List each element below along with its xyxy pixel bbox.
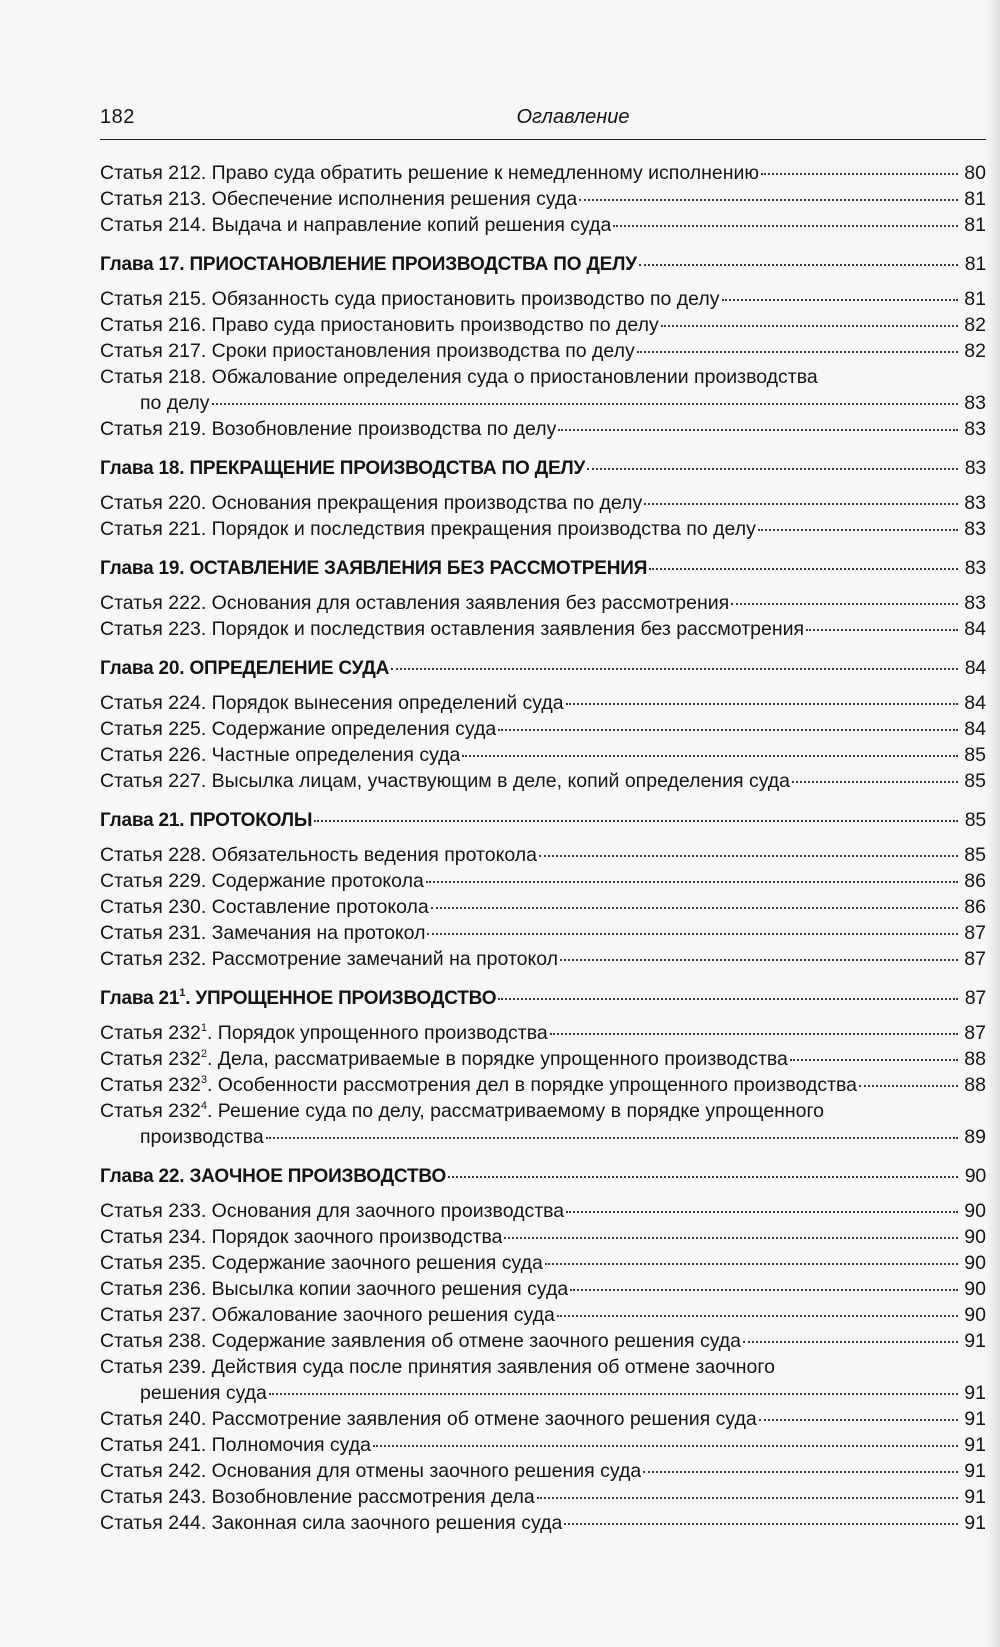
article-title: Особенности рассмотрения дел в порядке упрощенного производства — [217, 1074, 858, 1096]
dot-leader — [498, 992, 958, 1000]
dot-leader — [758, 523, 958, 531]
chapter-title: ПРЕКРАЩЕНИЕ ПРОИЗВОДСТВА ПО ДЕЛУ — [189, 458, 586, 479]
page-ref: 83 — [964, 518, 986, 540]
toc-title — [100, 1098, 824, 1124]
article-number: Статья 244. — [100, 1512, 207, 1534]
page-ref: 90 — [964, 1278, 986, 1300]
toc-title — [100, 456, 585, 481]
page-ref: 84 — [964, 618, 986, 640]
page-ref: 88 — [964, 1048, 986, 1070]
article-number: Статья 237. — [100, 1304, 207, 1326]
article-number: Статья 225. — [100, 718, 207, 740]
chapter-title: ОСТАВЛЕНИЕ ЗАЯВЛЕНИЯ БЕЗ РАССМОТРЕНИЯ — [189, 558, 648, 579]
dot-leader — [566, 697, 958, 705]
article-title: Порядок и последствия оставления заявления без рассмотрения — [211, 618, 805, 640]
page-ref: 81 — [964, 253, 986, 275]
article-number: Статья 224. — [100, 692, 207, 714]
article-title: Выдача и направление копий решения суда — [211, 214, 612, 236]
toc-chapter-row[interactable] — [100, 807, 986, 833]
toc-entry-row[interactable] — [100, 186, 986, 212]
chapter-title: ЗАОЧНОЕ ПРОИЗВОДСТВО — [189, 1166, 447, 1187]
toc-entry-row[interactable] — [100, 1354, 986, 1380]
article-title: Порядок заочного производства — [211, 1226, 503, 1248]
toc-entry-row[interactable] — [100, 416, 986, 442]
toc-entry-row[interactable] — [100, 1198, 986, 1224]
toc-title — [100, 946, 558, 972]
article-title: Порядок вынесения определений суда — [211, 692, 564, 714]
page-ref: 83 — [964, 457, 986, 479]
chapter-number: Глава 20. — [100, 658, 185, 679]
article-title: Обязанность суда приостановить производство по делу — [211, 288, 720, 310]
article-number: Статья 213. — [100, 188, 207, 210]
toc-entry-row[interactable] — [100, 1020, 986, 1046]
article-number: Статья 216. — [100, 314, 207, 336]
toc-title — [140, 1380, 267, 1406]
toc-entry-row[interactable] — [100, 920, 986, 946]
dot-leader — [448, 1170, 958, 1178]
toc-entry-row[interactable] — [100, 590, 986, 616]
page-ref: 84 — [964, 657, 986, 679]
article-title: Возобновление рассмотрения дела — [211, 1486, 535, 1508]
toc-chapter-row[interactable] — [100, 555, 986, 581]
toc-title — [100, 1164, 446, 1189]
article-number: Статья 234. — [100, 1226, 207, 1248]
toc-title — [100, 894, 429, 920]
page-ref: 85 — [964, 844, 986, 866]
article-number: Статья 220. — [100, 492, 207, 514]
article-number: Статья 212. — [100, 162, 207, 184]
toc-entry-row[interactable] — [100, 160, 986, 186]
number-superscript: 1 — [179, 986, 186, 999]
article-number: Статья 243. — [100, 1486, 207, 1508]
page-ref: 86 — [964, 896, 986, 918]
page-ref: 85 — [964, 744, 986, 766]
toc-title — [100, 1250, 543, 1276]
page-ref: 89 — [964, 1126, 986, 1148]
article-number: Статья 233. — [100, 1200, 207, 1222]
page-ref: 90 — [964, 1200, 986, 1222]
toc-title — [100, 364, 818, 390]
chapter-number: Глава 17. — [100, 254, 185, 275]
article-title: Рассмотрение заявления об отмене заочного решения суда — [211, 1408, 757, 1430]
article-title: Высылка копии заочного решения суда — [211, 1278, 569, 1300]
article-number: Статья 231. — [100, 922, 207, 944]
article-title: Основания для заочного производства — [211, 1200, 565, 1222]
dot-leader — [431, 901, 958, 909]
page-ref: 90 — [964, 1226, 986, 1248]
dot-leader — [722, 293, 959, 301]
toc-title — [100, 1354, 775, 1380]
toc-title — [100, 1510, 562, 1536]
toc-title — [100, 986, 496, 1011]
dot-leader — [759, 1413, 958, 1421]
number-suffix: . — [185, 988, 191, 1009]
dot-leader — [537, 1491, 958, 1499]
article-number: Статья 226. — [100, 744, 207, 766]
article-title: Содержание протокола — [211, 870, 424, 892]
chapter-title: ПРОТОКОЛЫ — [189, 810, 313, 831]
page-ref: 83 — [964, 557, 986, 579]
toc-entry-row[interactable] — [100, 1276, 986, 1302]
toc-entry-row[interactable] — [100, 616, 986, 642]
article-title: Основания для отмены заочного решения суда — [211, 1460, 642, 1482]
chapter-number: Глава 21 — [100, 988, 180, 1009]
dot-leader — [557, 1309, 958, 1317]
page-ref: 91 — [964, 1330, 986, 1352]
article-number: Статья 232 — [100, 1048, 201, 1070]
dot-leader — [743, 1335, 958, 1343]
article-number: Статья 219. — [100, 418, 207, 440]
article-title: Обязательность ведения протокола — [211, 844, 537, 866]
dot-leader — [212, 397, 958, 405]
toc-title — [100, 186, 577, 212]
page-ref: 81 — [964, 288, 986, 310]
article-title: Частные определения суда — [211, 744, 461, 766]
toc-title — [100, 416, 556, 442]
article-title: Порядок упрощенного производства — [217, 1022, 548, 1044]
page-ref: 85 — [964, 809, 986, 831]
dot-leader — [792, 775, 958, 783]
dot-leader — [504, 1231, 958, 1239]
article-number: Статья 230. — [100, 896, 207, 918]
toc-title — [100, 1276, 568, 1302]
toc-entry-row[interactable] — [100, 842, 986, 868]
article-title: Право суда приостановить производство по делу — [211, 314, 659, 336]
article-title: Обжалование определения суда о приостановлении производства — [211, 366, 818, 388]
toc-entry-row[interactable] — [100, 894, 986, 920]
toc-entry-row[interactable] — [100, 338, 986, 364]
toc-title — [100, 920, 425, 946]
toc-title — [100, 690, 564, 716]
toc-entry-row[interactable] — [100, 1250, 986, 1276]
page-ref: 81 — [964, 188, 986, 210]
page-ref: 83 — [964, 418, 986, 440]
toc-title — [100, 742, 460, 768]
toc-title — [100, 1458, 641, 1484]
page-ref: 83 — [964, 592, 986, 614]
article-title: Полномочия суда — [211, 1434, 372, 1456]
toc-entry-row[interactable] — [100, 516, 986, 542]
toc-title — [100, 490, 642, 516]
toc-entry-row[interactable] — [100, 1406, 986, 1432]
toc-entry-row[interactable] — [100, 286, 986, 312]
dot-leader — [391, 662, 958, 670]
table-of-contents — [100, 160, 986, 1536]
dot-leader — [570, 1283, 958, 1291]
toc-entry-row[interactable] — [100, 1046, 986, 1072]
article-title: Содержание заочного решения суда — [211, 1252, 543, 1274]
article-number: Статья 239. — [100, 1356, 207, 1378]
dot-leader — [613, 219, 958, 227]
toc-entry-row[interactable] — [100, 716, 986, 742]
dot-leader — [859, 1079, 958, 1087]
toc-title — [100, 868, 424, 894]
article-number: Статья 227. — [100, 770, 207, 792]
dot-leader — [761, 167, 958, 175]
article-number: Статья 223. — [100, 618, 207, 640]
toc-chapter-row[interactable] — [100, 655, 986, 681]
chapter-title: ОПРЕДЕЛЕНИЕ СУДА — [189, 658, 390, 679]
toc-title — [100, 160, 759, 186]
dot-leader — [498, 723, 958, 731]
toc-entry-row[interactable] — [100, 1458, 986, 1484]
page-ref: 81 — [964, 214, 986, 236]
page-ref: 90 — [964, 1165, 986, 1187]
toc-continuation-row[interactable] — [100, 390, 986, 416]
article-number: Статья 222. — [100, 592, 207, 614]
toc-title — [140, 390, 210, 416]
page-ref: 87 — [964, 1022, 986, 1044]
toc-entry-row[interactable] — [100, 1432, 986, 1458]
article-title: Рассмотрение замечаний на протокол — [211, 948, 559, 970]
header-rule — [100, 139, 986, 140]
toc-title — [100, 842, 537, 868]
toc-title — [100, 1432, 371, 1458]
toc-title — [100, 1302, 555, 1328]
dot-leader — [790, 1053, 958, 1061]
article-number: Статья 242. — [100, 1460, 207, 1482]
toc-entry-row[interactable] — [100, 742, 986, 768]
dot-leader — [649, 562, 958, 570]
dot-leader — [269, 1387, 958, 1395]
toc-entry-row[interactable] — [100, 1072, 986, 1098]
number-suffix: . — [206, 1048, 213, 1070]
article-number: Статья 238. — [100, 1330, 207, 1352]
article-title: Обжалование заочного решения суда — [211, 1304, 555, 1326]
page-ref: 87 — [964, 948, 986, 970]
article-number: Статья 214. — [100, 214, 207, 236]
chapter-title: УПРОЩЕННОЕ ПРОИЗВОДСТВО — [195, 988, 497, 1009]
dot-leader — [587, 462, 958, 470]
article-title: Законная сила заочного решения суда — [211, 1512, 563, 1534]
page-ref: 80 — [964, 162, 986, 184]
page-ref: 86 — [964, 870, 986, 892]
page-ref: 87 — [964, 987, 986, 1009]
number-suffix: . — [206, 1022, 213, 1044]
toc-chapter-row[interactable] — [100, 251, 986, 277]
article-number: Статья 232. — [100, 948, 207, 970]
dot-leader — [806, 623, 958, 631]
article-title-continuation: решения суда — [140, 1382, 267, 1404]
article-title: Обеспечение исполнения решения суда — [211, 188, 578, 210]
page-ref: 87 — [964, 922, 986, 944]
article-title: Замечания на протокол — [211, 922, 426, 944]
chapter-number: Глава 22. — [100, 1166, 185, 1187]
article-number: Статья 228. — [100, 844, 207, 866]
article-number: Статья 232 — [100, 1022, 201, 1044]
toc-title — [100, 1072, 857, 1098]
toc-title — [100, 808, 312, 833]
dot-leader — [637, 345, 958, 353]
dot-leader — [639, 258, 958, 266]
article-number: Статья 217. — [100, 340, 207, 362]
toc-title — [100, 556, 647, 581]
toc-title — [100, 1020, 548, 1046]
dot-leader — [462, 749, 958, 757]
toc-title — [100, 1046, 788, 1072]
article-title: Основания для оставления заявления без рассмотрения — [211, 592, 730, 614]
toc-entry-row[interactable] — [100, 364, 986, 390]
page-ref: 91 — [964, 1486, 986, 1508]
dot-leader — [560, 953, 958, 961]
page-ref: 91 — [964, 1512, 986, 1534]
number-superscript: 3 — [200, 1073, 207, 1086]
toc-title — [100, 312, 659, 338]
toc-title — [100, 768, 790, 794]
dot-leader — [558, 423, 958, 431]
article-title: Дела, рассматриваемые в порядке упрощенного производства — [217, 1048, 788, 1070]
chapter-number: Глава 19. — [100, 558, 185, 579]
article-title: Порядок и последствия прекращения производства по делу — [211, 518, 756, 540]
dot-leader — [644, 497, 958, 505]
toc-entry-row[interactable] — [100, 946, 986, 972]
article-title: Основания прекращения производства по делу — [211, 492, 643, 514]
page-edge-shadow — [986, 0, 1000, 1647]
toc-entry-row[interactable] — [100, 212, 986, 238]
dot-leader — [266, 1131, 958, 1139]
article-title: Сроки приостановления производства по делу — [211, 340, 635, 362]
dot-leader — [661, 319, 958, 327]
article-number: Статья 232 — [100, 1100, 201, 1122]
running-title: Оглавление — [516, 106, 630, 128]
number-superscript: 4 — [200, 1099, 207, 1112]
article-number: Статья 240. — [100, 1408, 207, 1430]
toc-title — [140, 1124, 264, 1150]
toc-title — [100, 616, 804, 642]
article-title: Содержание заявления об отмене заочного решения суда — [211, 1330, 742, 1352]
article-number: Статья 218. — [100, 366, 207, 388]
toc-title — [100, 1328, 741, 1354]
chapter-number: Глава 18. — [100, 458, 185, 479]
article-title: Высылка лицам, участвующим в деле, копий определения суда — [211, 770, 791, 792]
dot-leader — [427, 927, 958, 935]
page-number: 182 — [100, 106, 135, 128]
article-title: Содержание определения суда — [211, 718, 497, 740]
page-ref: 85 — [964, 770, 986, 792]
dot-leader — [426, 875, 958, 883]
toc-title — [100, 1484, 535, 1510]
toc-title — [100, 252, 637, 277]
article-number: Статья 236. — [100, 1278, 207, 1300]
article-number: Статья 235. — [100, 1252, 207, 1274]
dot-leader — [566, 1205, 958, 1213]
dot-leader — [579, 193, 958, 201]
toc-title — [100, 516, 756, 542]
page-ref: 91 — [964, 1382, 986, 1404]
dot-leader — [564, 1517, 958, 1525]
article-title: Составление протокола — [211, 896, 429, 918]
toc-entry-row[interactable] — [100, 1302, 986, 1328]
toc-entry-row[interactable] — [100, 490, 986, 516]
toc-entry-row[interactable] — [100, 768, 986, 794]
number-suffix: . — [206, 1100, 213, 1122]
toc-chapter-row[interactable] — [100, 1163, 986, 1189]
chapter-number: Глава 21. — [100, 810, 185, 831]
dot-leader — [545, 1257, 958, 1265]
dot-leader — [550, 1027, 958, 1035]
toc-entry-row[interactable] — [100, 312, 986, 338]
toc-continuation-row[interactable] — [100, 1380, 986, 1406]
article-title: Возобновление производства по делу — [211, 418, 557, 440]
page-header — [100, 106, 986, 136]
toc-chapter-row[interactable] — [100, 455, 986, 481]
article-number: Статья 215. — [100, 288, 207, 310]
toc-continuation-row[interactable] — [100, 1124, 986, 1150]
toc-title — [100, 656, 389, 681]
page-ref: 91 — [964, 1408, 986, 1430]
article-title: Действия суда после принятия заявления об отмене заочного — [211, 1356, 775, 1378]
toc-entry-row[interactable] — [100, 1098, 986, 1124]
toc-entry-row[interactable] — [100, 1328, 986, 1354]
page-ref: 82 — [964, 340, 986, 362]
toc-entry-row[interactable] — [100, 690, 986, 716]
article-number: Статья 229. — [100, 870, 207, 892]
page-ref: 88 — [964, 1074, 986, 1096]
number-superscript: 1 — [200, 1021, 207, 1034]
toc-entry-row[interactable] — [100, 868, 986, 894]
dot-leader — [643, 1465, 958, 1473]
chapter-title: ПРИОСТАНОВЛЕНИЕ ПРОИЗВОДСТВА ПО ДЕЛУ — [189, 254, 637, 275]
toc-entry-row[interactable] — [100, 1484, 986, 1510]
toc-entry-row[interactable] — [100, 1510, 986, 1536]
dot-leader — [539, 849, 958, 857]
number-suffix: . — [206, 1074, 213, 1096]
page-ref: 84 — [964, 718, 986, 740]
page-ref: 84 — [964, 692, 986, 714]
page-ref: 83 — [964, 392, 986, 414]
toc-entry-row[interactable] — [100, 1224, 986, 1250]
toc-title — [100, 286, 720, 312]
article-title-continuation: производства — [140, 1126, 264, 1148]
toc-title — [100, 338, 635, 364]
article-number: Статья 232 — [100, 1074, 201, 1096]
number-superscript: 2 — [200, 1047, 207, 1060]
toc-title — [100, 1406, 757, 1432]
dot-leader — [314, 814, 958, 822]
toc-title — [100, 716, 496, 742]
page-ref: 83 — [964, 492, 986, 514]
toc-title — [100, 1224, 502, 1250]
toc-title — [100, 212, 611, 238]
toc-title — [100, 1198, 564, 1224]
page-ref: 91 — [964, 1434, 986, 1456]
article-number: Статья 241. — [100, 1434, 207, 1456]
article-number: Статья 221. — [100, 518, 207, 540]
toc-chapter-row[interactable] — [100, 985, 986, 1011]
article-title: Право суда обратить решение к немедленному исполнению — [211, 162, 760, 184]
article-title-continuation: по делу — [140, 392, 210, 414]
page-ref: 90 — [964, 1252, 986, 1274]
toc-title — [100, 590, 729, 616]
page-ref: 82 — [964, 314, 986, 336]
page-ref: 90 — [964, 1304, 986, 1326]
dot-leader — [731, 597, 958, 605]
page-ref: 91 — [964, 1460, 986, 1482]
dot-leader — [373, 1439, 958, 1447]
article-title: Решение суда по делу, рассматриваемому в порядке упрощенного — [217, 1100, 825, 1122]
